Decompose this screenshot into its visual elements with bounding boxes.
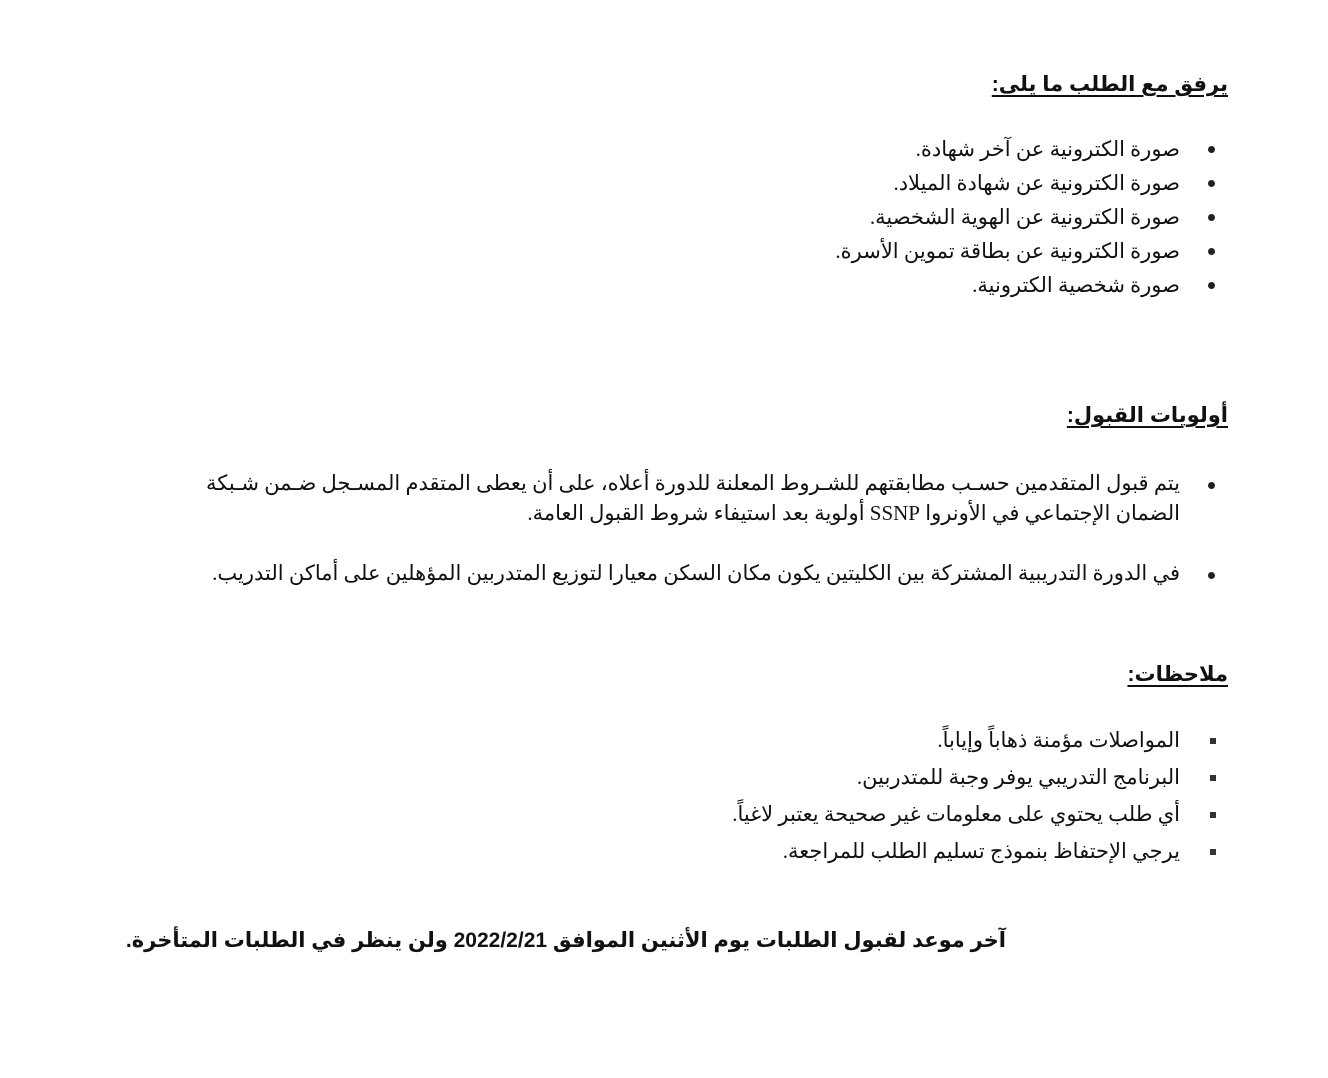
note-item: المواصلات مؤمنة ذهاباً وإياباً. [732, 722, 1180, 759]
note-item: يرجي الإحتفاظ بنموذج تسليم الطلب للمراجعة. [732, 833, 1180, 870]
attachment-item: صورة الكترونية عن شهادة الميلاد. [835, 166, 1180, 200]
notes-heading: ملاحظات: [1127, 663, 1228, 686]
note-item: البرنامج التدريبي يوفر وجبة للمتدربين. [732, 759, 1180, 796]
attachments-list [835, 132, 1180, 302]
note-item: أي طلب يحتوي على معلومات غير صحيحة يعتبر لاغياً. [732, 796, 1180, 833]
deadline-notice: آخر موعد لقبول الطلبات يوم الأثنين الموافق 2022/2/21 ولن ينظر في الطلبات المتأخرة. [125, 929, 1006, 952]
priorities-heading: أولويات القبول: [1066, 404, 1228, 427]
priority-item: في الدورة التدريبية المشتركة بين الكليتين يكون مكان السكن معيارا لتوزيع المتدربين المؤهلين على أماكن التدريب. [150, 558, 1180, 588]
attachment-item: صورة الكترونية عن بطاقة تموين الأسرة. [835, 234, 1180, 268]
attachment-item: صورة شخصية الكترونية. [835, 268, 1180, 302]
priority-item: يتم قبول المتقدمين حسـب مطابقتهم للشـروط المعلنة للدورة أعلاه، على أن يعطى المتقدم المسـجل ضـمن شـبكة الضمان الإجتماعي في الأونروا SSNP أولوية بعد استيفاء شروط القبول العامة. [150, 468, 1180, 528]
attachment-item: صورة الكترونية عن الهوية الشخصية. [835, 200, 1180, 234]
attachments-heading: يرفق مع الطلب ما يلى: [991, 73, 1228, 96]
attachment-item: صورة الكترونية عن آخر شهادة. [835, 132, 1180, 166]
priorities-list [150, 468, 1180, 588]
notes-list [732, 722, 1180, 870]
